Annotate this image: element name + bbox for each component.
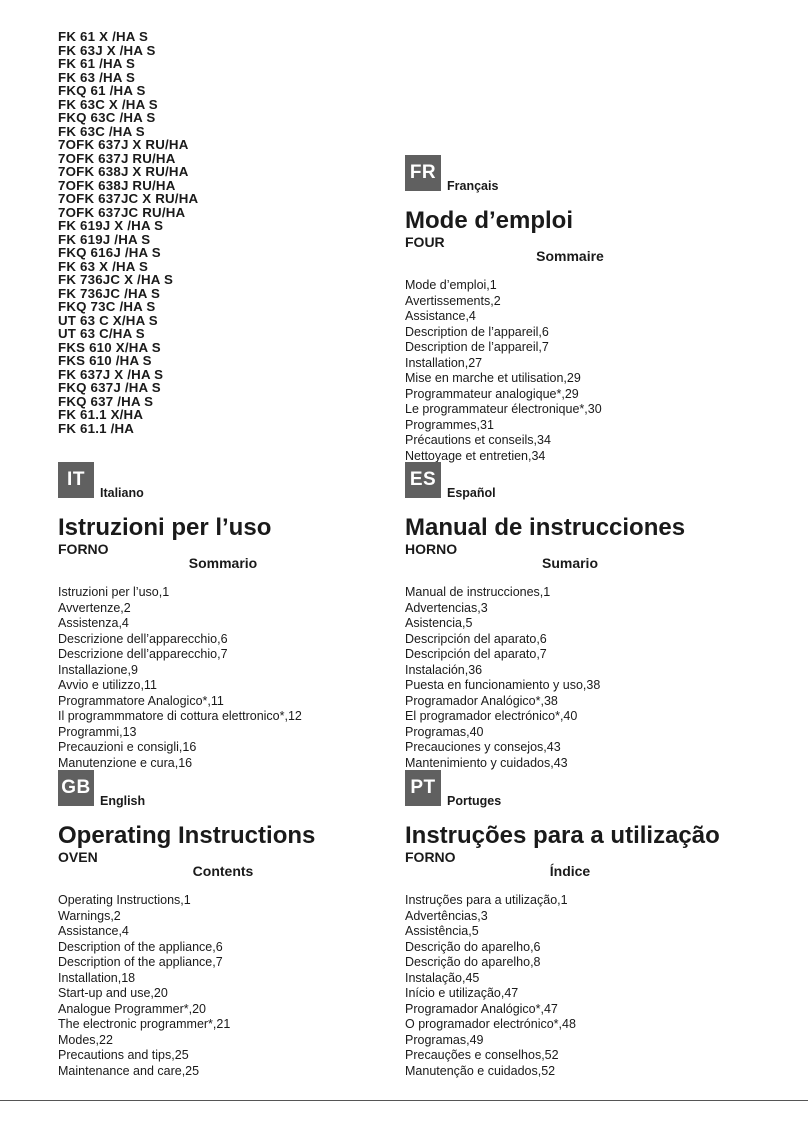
toc-entry: Programador Analógico*,38 <box>405 693 558 708</box>
language-name: Español <box>447 486 496 500</box>
toc-entry: Nettoyage et entretien,34 <box>405 448 546 463</box>
product-type: OVEN <box>58 849 98 865</box>
manual-title: Operating Instructions <box>58 822 316 849</box>
toc-entry: El programador electrónico*,40 <box>405 709 578 723</box>
section-gb <box>58 770 438 1079</box>
model-number: 7OFK 637JC X RU/HA <box>58 191 199 206</box>
section-fr <box>405 155 785 464</box>
model-number: FK 619J X /HA S <box>58 218 164 233</box>
table-of-contents <box>58 893 438 1079</box>
language-name: English <box>100 794 146 808</box>
toc-heading: Sommaire <box>536 248 604 264</box>
toc-heading: Sumario <box>541 555 598 571</box>
toc-entry: Precautions and tips,25 <box>58 1048 189 1062</box>
model-number: 7OFK 637J X RU/HA <box>58 137 189 152</box>
toc-entry: Précautions et conseils,34 <box>405 433 551 447</box>
table-of-contents <box>405 278 785 464</box>
language-header <box>58 462 438 502</box>
toc-entry: Advertências,3 <box>405 908 488 923</box>
toc-entry: Programmes,31 <box>405 417 494 432</box>
model-number: FK 61 /HA S <box>58 56 136 71</box>
language-header <box>405 155 785 195</box>
model-number: 7OFK 637JC RU/HA <box>58 204 186 220</box>
manual-title: Instruções para a utilização <box>405 822 720 849</box>
toc-entry: Programmateur analogique*,29 <box>405 386 579 401</box>
model-number: FK 736JC /HA S <box>58 285 161 301</box>
toc-entry: Installation,27 <box>405 355 483 370</box>
model-number: FKQ 616J /HA S <box>58 245 161 260</box>
language-code-badge: PT <box>405 770 441 806</box>
model-number: FK 63C X /HA S <box>58 96 158 112</box>
model-number: FK 63 /HA S <box>58 69 136 85</box>
manual-title: Mode d’emploi <box>405 207 573 234</box>
language-code-badge: FR <box>405 155 441 191</box>
section-it <box>58 462 438 771</box>
toc-entry: Instruções para a utilização,1 <box>405 893 568 907</box>
model-number: FK 637J X /HA S <box>58 366 164 382</box>
toc-entry: Mode d’emploi,1 <box>405 278 497 292</box>
toc-entry: Instalación,36 <box>405 662 483 677</box>
toc-entry: Analogue Programmer*,20 <box>58 1001 206 1016</box>
toc-heading: Índice <box>549 863 591 879</box>
toc-entry: O programador electrónico*,48 <box>405 1017 576 1031</box>
table-of-contents <box>405 585 785 771</box>
toc-entry: Manutenção e cuidados,52 <box>405 1063 556 1078</box>
toc-entry: Advertencias,3 <box>405 600 488 615</box>
toc-entry: Programmatore Analogico*,11 <box>58 693 224 708</box>
toc-entry: Il programmmatore di cottura elettronico*,12 <box>58 709 302 723</box>
toc-entry: Manutenzione e cura,16 <box>58 755 193 770</box>
toc-entry: Modes,22 <box>58 1032 113 1047</box>
toc-entry: Installation,18 <box>58 970 136 985</box>
model-number: FK 63 X /HA S <box>58 258 149 274</box>
toc-entry: Start-up and use,20 <box>58 986 168 1000</box>
toc-entry: Descrição do aparelho,8 <box>405 955 541 969</box>
toc-entry: Mise en marche et utilisation,29 <box>405 371 581 385</box>
toc-entry: Programador Analógico*,47 <box>405 1001 558 1016</box>
language-code-badge: ES <box>405 462 441 498</box>
product-type: FORNO <box>58 541 109 557</box>
bottom-divider <box>0 1100 808 1101</box>
toc-entry: Precauzioni e consigli,16 <box>58 740 197 754</box>
language-header <box>405 462 785 502</box>
model-number: UT 63 C/HA S <box>58 326 145 341</box>
model-number: FK 619J /HA S <box>58 231 151 247</box>
model-number: 7OFK 638J X RU/HA <box>58 164 189 179</box>
model-number: FKQ 61 /HA S <box>58 83 146 98</box>
toc-entry: Warnings,2 <box>58 908 121 923</box>
model-number: FKS 610 /HA S <box>58 353 152 368</box>
manual-title: Manual de instrucciones <box>405 514 686 541</box>
model-number: FKS 610 X/HA S <box>58 339 161 355</box>
toc-entry: Assistance,4 <box>405 309 476 323</box>
model-number: FK 736JC X /HA S <box>58 272 174 287</box>
model-number: FKQ 637 /HA S <box>58 393 154 409</box>
toc-entry: Assistenza,4 <box>58 616 129 630</box>
language-name: Italiano <box>100 486 144 500</box>
toc-entry: Assistência,5 <box>405 924 479 938</box>
model-number: FKQ 637J /HA S <box>58 380 161 395</box>
model-number: 7OFK 638J RU/HA <box>58 177 176 193</box>
toc-entry: Mantenimiento y cuidados,43 <box>405 755 568 770</box>
language-code-badge: GB <box>58 770 94 806</box>
toc-entry: Le programmateur électronique*,30 <box>405 402 602 416</box>
toc-entry: Descrizione dell’apparecchio,7 <box>58 647 228 661</box>
toc-entry: Precauciones y consejos,43 <box>405 740 561 754</box>
toc-entry: Início e utilização,47 <box>405 986 519 1000</box>
model-number: FK 63J X /HA S <box>58 42 156 58</box>
toc-entry: Avvertenze,2 <box>58 600 131 615</box>
model-list <box>58 30 198 435</box>
model-number: FK 61.1 X/HA <box>58 407 144 422</box>
section-es <box>405 462 785 771</box>
table-of-contents <box>405 893 785 1079</box>
section-pt <box>405 770 785 1079</box>
product-type: FORNO <box>405 849 456 865</box>
toc-entry: Manual de instrucciones,1 <box>405 585 551 599</box>
toc-entry: Descrição do aparelho,6 <box>405 939 541 954</box>
model-number: 7OFK 637J RU/HA <box>58 150 176 166</box>
toc-entry: Descrizione dell’apparecchio,6 <box>58 631 228 646</box>
toc-heading: Contents <box>192 863 254 879</box>
toc-entry: Asistencia,5 <box>405 616 473 630</box>
model-number: FK 61.1 /HA <box>58 420 135 436</box>
toc-entry: Description de l’appareil,7 <box>405 340 549 354</box>
toc-entry: Maintenance and care,25 <box>58 1063 200 1078</box>
toc-entry: Installazione,9 <box>58 662 138 677</box>
language-name: Portuges <box>447 794 502 808</box>
toc-entry: Descripción del aparato,7 <box>405 647 547 661</box>
toc-entry: Operating Instructions,1 <box>58 893 191 907</box>
model-number: UT 63 C X/HA S <box>58 312 158 328</box>
toc-entry: Description de l’appareil,6 <box>405 324 549 339</box>
model-number: FKQ 73C /HA S <box>58 299 156 314</box>
table-of-contents <box>58 585 438 771</box>
language-header <box>58 770 438 810</box>
toc-entry: Avertissements,2 <box>405 293 501 308</box>
toc-entry: The electronic programmer*,21 <box>58 1017 231 1031</box>
model-number: FKQ 63C /HA S <box>58 110 156 125</box>
toc-entry: Precauções e conselhos,52 <box>405 1048 559 1062</box>
toc-entry: Instalação,45 <box>405 970 480 985</box>
language-name: Français <box>447 179 499 193</box>
language-code-badge: IT <box>58 462 94 498</box>
model-number: FK 63C /HA S <box>58 123 145 139</box>
toc-entry: Description of the appliance,6 <box>58 939 223 954</box>
language-header <box>405 770 785 810</box>
toc-entry: Programas,40 <box>405 724 484 739</box>
toc-entry: Assistance,4 <box>58 924 129 938</box>
toc-entry: Descripción del aparato,6 <box>405 631 547 646</box>
model-number: FK 61 X /HA S <box>58 29 149 44</box>
toc-entry: Description of the appliance,7 <box>58 955 223 969</box>
product-type: FOUR <box>405 234 445 250</box>
toc-entry: Istruzioni per l’uso,1 <box>58 585 170 599</box>
toc-entry: Avvio e utilizzo,11 <box>58 678 157 692</box>
toc-entry: Puesta en funcionamiento y uso,38 <box>405 678 601 692</box>
toc-heading: Sommario <box>188 555 258 571</box>
product-type: HORNO <box>405 541 458 557</box>
toc-entry: Programmi,13 <box>58 724 137 739</box>
manual-title: Istruzioni per l’uso <box>58 514 272 541</box>
toc-entry: Programas,49 <box>405 1032 484 1047</box>
